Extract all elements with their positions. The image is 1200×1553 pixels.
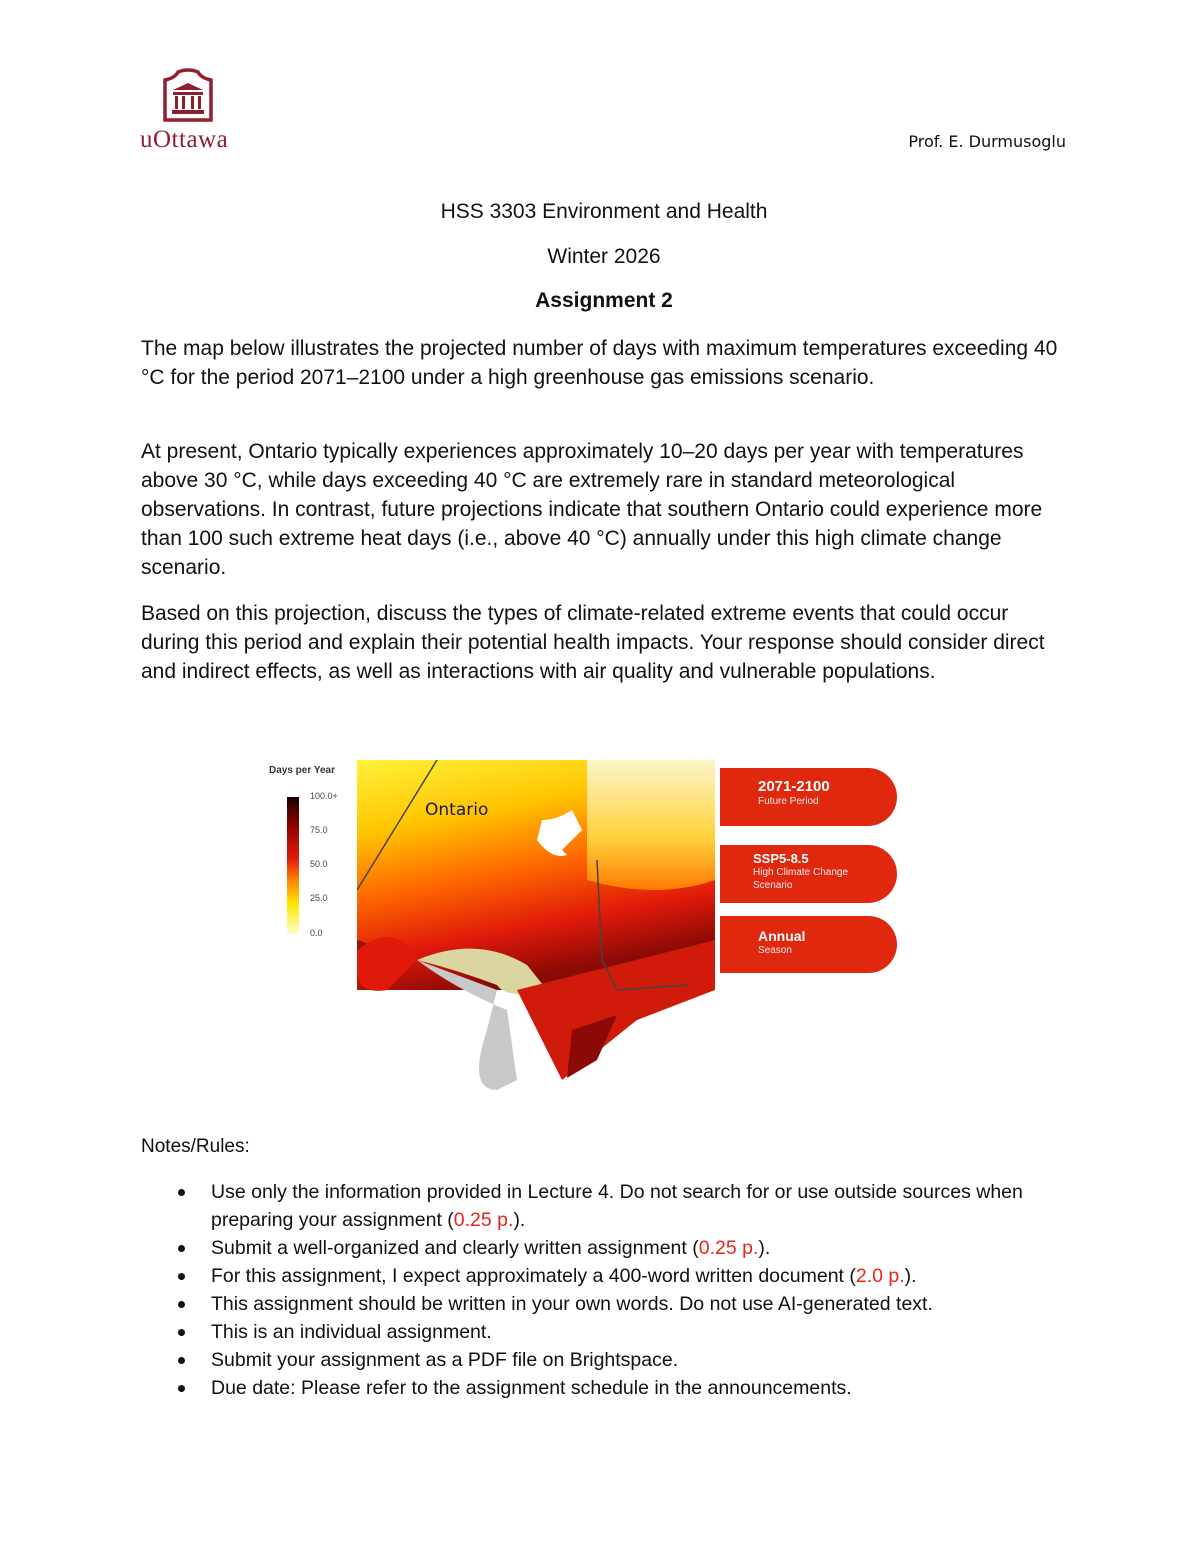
legend-tick: 25.0 <box>310 893 328 903</box>
badge-subtitle: Season <box>758 945 792 956</box>
badge-title: SSP5-8.5 <box>753 851 809 866</box>
rule-text: Use only the information provided in Lecture 4. Do not search for or use outside sources when preparing your assignment ( <box>211 1181 1023 1231</box>
rule-text-end: ). <box>904 1265 917 1287</box>
notes-heading: Notes/Rules: <box>141 1136 250 1157</box>
rule-text: Submit a well-organized and clearly written assignment ( <box>211 1237 699 1259</box>
rule-item: Submit your assignment as a PDF file on Brightspace. <box>141 1346 1071 1374</box>
rule-item: This assignment should be written in your own words. Do not use AI-generated text. <box>141 1290 1071 1318</box>
professor-name: Prof. E. Durmusoglu <box>908 132 1066 151</box>
legend-tick: 100.0+ <box>310 791 338 801</box>
assignment-title: Assignment 2 <box>535 289 673 312</box>
rule-item <box>141 1234 1071 1262</box>
rule-item: This is an individual assignment. <box>141 1318 1071 1346</box>
map-region-label: Ontario <box>425 800 489 820</box>
logo-text: uOttawa <box>140 126 229 153</box>
badge-scenario <box>720 845 897 903</box>
badge-title: 2071-2100 <box>758 778 830 795</box>
paragraph-intro: The map below illustrates the projected number of days with maximum temperatures exceeding 40 °C for the period 2071–2100 under a high greenhouse gas emissions scenario. <box>141 337 1058 389</box>
rule-text: For this assignment, I expect approximately a 400-word written document ( <box>211 1265 856 1287</box>
rule-points: 2.0 p. <box>855 1265 905 1287</box>
rule-item <box>141 1262 1071 1290</box>
legend-tick: 50.0 <box>310 859 328 869</box>
legend-tick: 75.0 <box>310 825 328 835</box>
legend-title: Days per Year <box>269 765 335 776</box>
paragraph-context: At present, Ontario typically experiences approximately 10–20 days per year with temperatures above 30 °C, while days exceeding 40 °C are extremely rare in standard meteorological observations. In contrast, future projections indicate that southern Ontario could experience more than 100 such extreme heat days (i.e., above 40 °C) annually under this high climate change scenario. <box>141 440 1043 579</box>
badge-season <box>720 916 897 973</box>
course-title: HSS 3303 Environment and Health <box>440 200 768 223</box>
rule-text-end: ). <box>513 1209 526 1231</box>
rule-text-end: ). <box>758 1237 771 1259</box>
term: Winter 2026 <box>547 245 661 268</box>
rules-list <box>141 1178 1071 1402</box>
badge-title: Annual <box>758 928 806 944</box>
legend-colorbar <box>287 797 299 934</box>
heat-map <box>357 760 715 1095</box>
rule-points: 0.25 p. <box>453 1209 514 1231</box>
badge-subtitle: Future Period <box>758 796 819 807</box>
badge-subtitle: High Climate Change Scenario <box>753 867 849 891</box>
rule-item: Due date: Please refer to the assignment schedule in the announcements. <box>141 1374 1071 1402</box>
badge-period <box>720 768 897 826</box>
paragraph-task: Based on this projection, discuss the types of climate-related extreme events that could occur during this period and explain their potential health impacts. Your response should consider direct and indirect effects, as well as interactions with air quality and vulnerable populations. <box>141 602 1045 683</box>
legend-tick: 0.0 <box>310 928 323 938</box>
rule-points: 0.25 p. <box>698 1237 759 1259</box>
rule-item <box>141 1178 1071 1234</box>
